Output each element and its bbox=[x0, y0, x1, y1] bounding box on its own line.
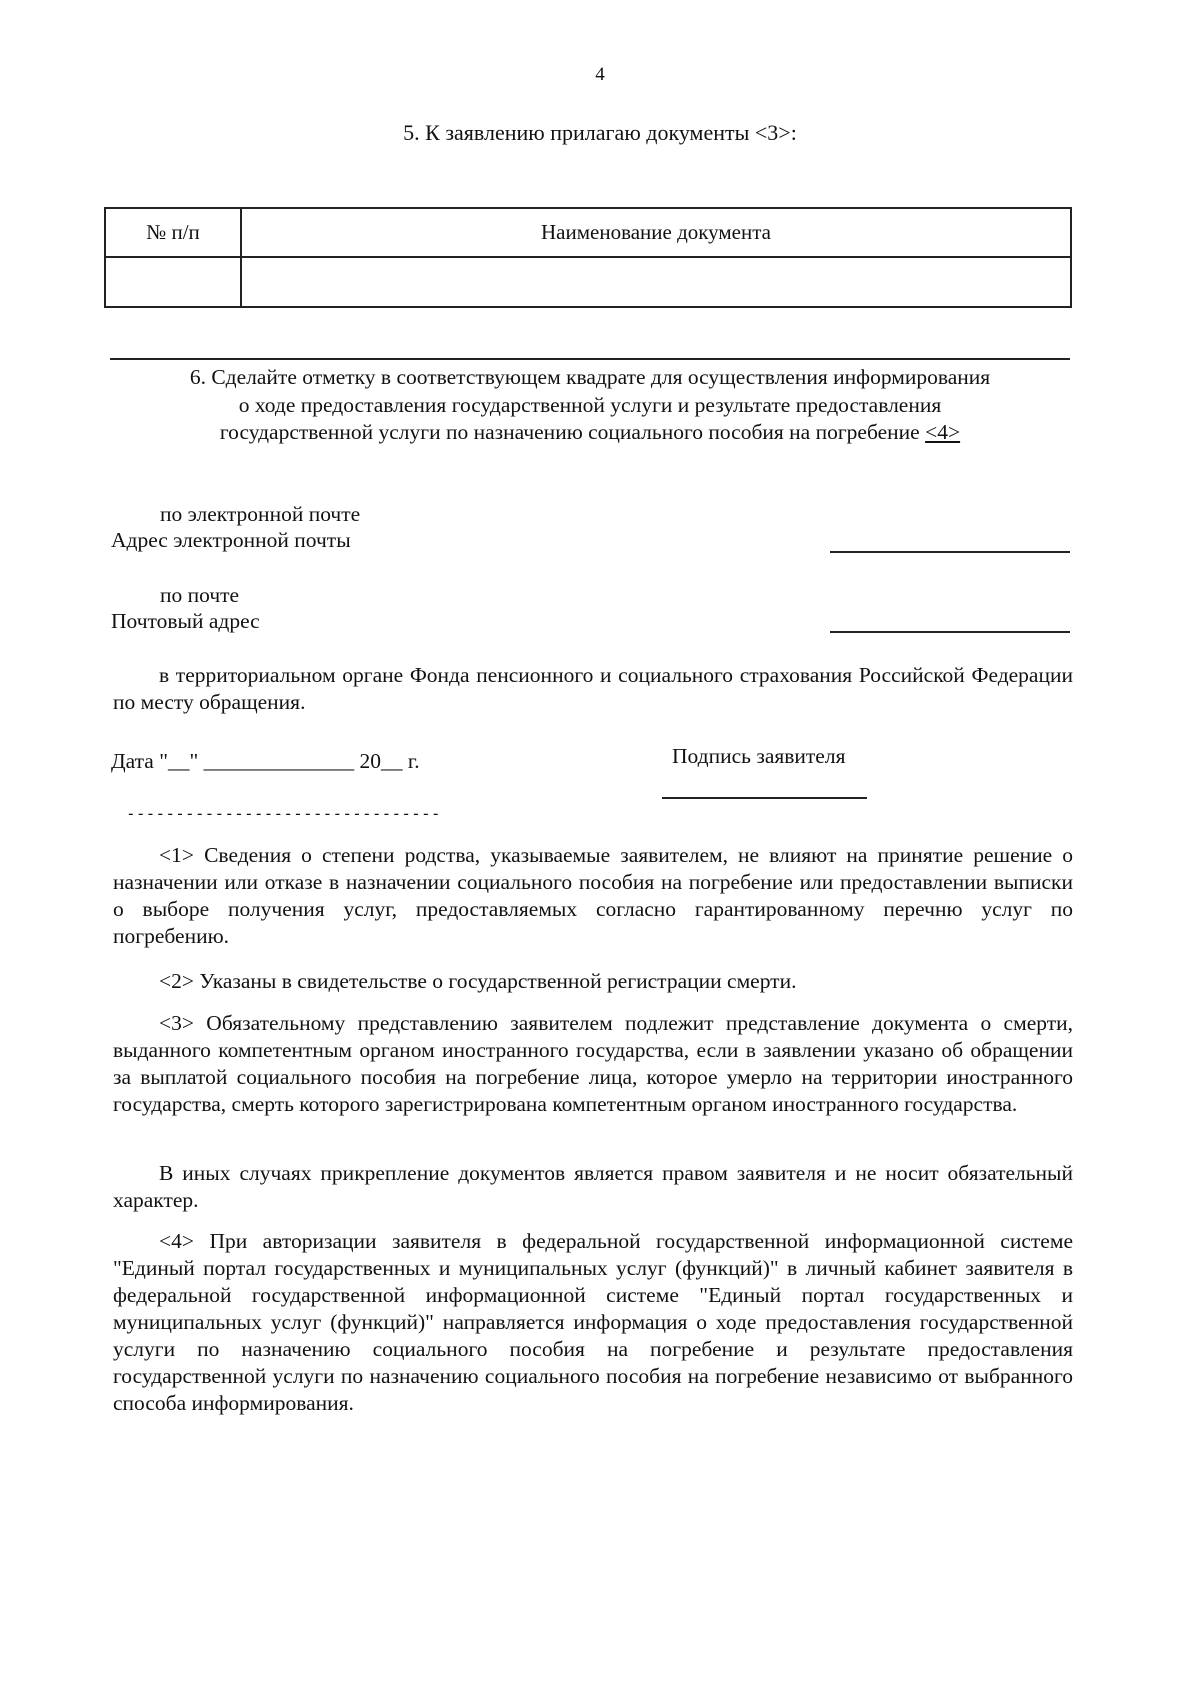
section-6-top-rule bbox=[110, 358, 1070, 360]
column-header-document-name: Наименование документа bbox=[241, 208, 1071, 257]
option-territorial-office[interactable]: в территориальном органе Фонда пенсионного и социального страхования Российской Федерации по месту обращения. bbox=[113, 663, 1073, 714]
option-email[interactable]: по электронной почте bbox=[160, 502, 361, 526]
footnote-3-continuation: В иных случаях прикрепление документов является правом заявителя и не носит обязательный характер. bbox=[113, 1161, 1073, 1212]
option-post[interactable]: по почте bbox=[160, 583, 240, 607]
email-address-line[interactable] bbox=[830, 551, 1070, 553]
table-row bbox=[105, 257, 1071, 307]
table-cell-document-name[interactable] bbox=[241, 257, 1071, 307]
column-header-number: № п/п bbox=[105, 208, 241, 257]
documents-table bbox=[104, 207, 1072, 308]
email-address-label: Адрес электронной почты bbox=[111, 528, 351, 552]
postal-address-label: Почтовый адрес bbox=[111, 609, 260, 633]
section-6-heading-line-3: государственной услуги по назначению социального пособия на погребение <4> bbox=[219, 420, 961, 444]
page-number: 4 bbox=[595, 64, 605, 85]
footnote-1: <1> Сведения о степени родства, указываемые заявителем, не влияют на принятие решение о назначении или отказе в назначении социального пособия на погребение или предоставлении выписки о выборе получения услуг, предоставляемых согласно гарантированному перечню услуг по погребению. bbox=[113, 843, 1073, 948]
footnote-2: <2> Указаны в свидетельстве о государственной регистрации смерти. bbox=[159, 969, 797, 993]
footnote-4: <4> При авторизации заявителя в федеральной государственной информационной системе "Единый портал государственных и муниципальных услуг (функций)" в личный кабинет заявителя в федеральной государственной информационной системе "Единый портал государственных и муниципальных услуг (функций)" направляется информация о ходе предоставления государственной услуги по назначению социального пособия на погребение и результате предоставления государственной услуги по назначению социального пособия на погребение независимо от выбранного способа информирования. bbox=[113, 1229, 1073, 1415]
footnote-separator: -------------------------------- bbox=[126, 804, 441, 823]
section-6-heading-line-1: 6. Сделайте отметку в соответствующем квадрате для осуществления информирования bbox=[189, 365, 991, 389]
signature-line[interactable] bbox=[662, 797, 867, 799]
signature-label: Подпись заявителя bbox=[672, 744, 846, 768]
footnote-3: <3> Обязательному представлению заявителем подлежит представление документа о смерти, выданного компетентным органом иностранного государства, если в заявлении указано об обращении за выплатой социального пособия на погребение лица, которое умерло на территории иностранного государства, смерть которого зарегистрирована компетентным органом иностранного государства. bbox=[113, 1011, 1073, 1116]
footnote-ref-4: <4> bbox=[925, 420, 961, 444]
table-cell-number[interactable] bbox=[105, 257, 241, 307]
postal-address-line[interactable] bbox=[830, 631, 1070, 633]
section-5-title: 5. К заявлению прилагаю документы <3>: bbox=[403, 120, 797, 145]
section-6-heading-line-2: о ходе предоставления государственной услуги и результате предоставления bbox=[238, 392, 942, 417]
date-field[interactable]: Дата "__" ______________ 20__ г. bbox=[111, 749, 420, 773]
table-header-row bbox=[105, 208, 1071, 257]
section-6-heading bbox=[110, 364, 1070, 447]
